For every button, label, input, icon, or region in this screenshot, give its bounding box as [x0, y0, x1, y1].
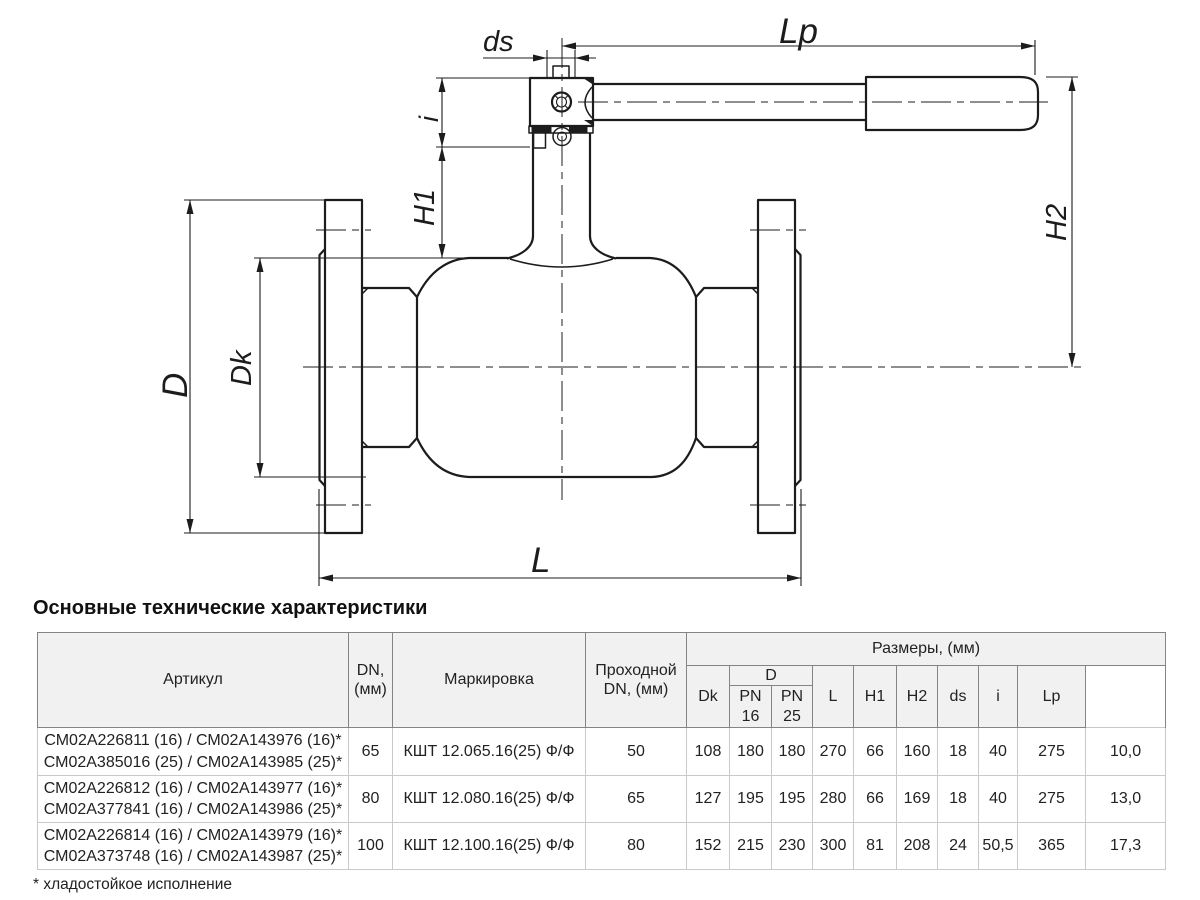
cell-bore: 65 [586, 776, 687, 823]
col-header-marking: Маркировка [393, 633, 586, 728]
handle-head-wedge [583, 78, 593, 85]
handle-assembly [529, 66, 1038, 148]
dim-label-h1: H1 [409, 188, 441, 226]
lock-plate-segment [569, 127, 588, 133]
cell-dk: 127 [687, 776, 730, 823]
cell-mass: 17,3 [1086, 823, 1166, 870]
cell-article [38, 728, 349, 776]
cell-h1: 66 [854, 776, 897, 823]
cell-dn: 65 [349, 728, 393, 776]
dim-label-i: i [414, 116, 444, 122]
dim-label-dk: Dk [226, 350, 258, 386]
col-header-ds: ds [938, 666, 979, 728]
table-row [38, 776, 1166, 823]
dimension-h2 [1041, 77, 1078, 367]
stem-nut [553, 66, 569, 78]
section-title: Основные технические характеристики [33, 597, 428, 619]
centerlines [303, 38, 1082, 505]
cell-h1: 66 [854, 728, 897, 776]
barrel-top-left [417, 258, 508, 297]
cell-mass: 13,0 [1086, 776, 1166, 823]
dim-label-h2: H2 [1041, 203, 1073, 241]
cell-h2: 160 [897, 728, 938, 776]
col-header-article: Артикул [38, 633, 349, 728]
table-row [38, 728, 1166, 776]
handle-grip [866, 77, 1038, 130]
cell-lp: 365 [1018, 823, 1086, 870]
cell-ds: 18 [938, 728, 979, 776]
table-row [38, 823, 1166, 870]
dimension-l [319, 489, 801, 586]
cell-h2: 208 [897, 823, 938, 870]
cell-i: 40 [979, 728, 1018, 776]
cell-lp: 275 [1018, 776, 1086, 823]
cell-ds: 24 [938, 823, 979, 870]
cell-marking: КШТ 12.080.16(25) Ф/Ф [393, 776, 586, 823]
neck-left-edge [507, 133, 533, 259]
article-line: СМ02А373748 (16) / СМ02А143987 (25)* [43, 848, 343, 866]
dimension-ds [483, 26, 596, 77]
article-line: СМ02А226814 (16) / СМ02А143979 (16)* [43, 826, 343, 844]
cell-ds: 18 [938, 776, 979, 823]
col-header-dn: DN, (мм) [349, 633, 393, 728]
cell-pn25: 180 [772, 728, 813, 776]
cell-bore: 50 [586, 728, 687, 776]
cell-dn: 80 [349, 776, 393, 823]
cell-mass: 10,0 [1086, 728, 1166, 776]
cell-marking: КШТ 12.100.16(25) Ф/Ф [393, 823, 586, 870]
col-header-dimensions: Размеры, (мм) [687, 633, 1166, 666]
cell-l: 270 [813, 728, 854, 776]
cell-l: 300 [813, 823, 854, 870]
barrel-top-right [616, 258, 696, 297]
cell-pn16: 215 [730, 823, 772, 870]
cell-pn25: 230 [772, 823, 813, 870]
col-header-i: i [979, 666, 1018, 728]
col-header-d-group: D [730, 666, 813, 686]
cell-h2: 169 [897, 776, 938, 823]
valve-body [320, 133, 801, 533]
col-header-bore: Проходной DN, (мм) [586, 633, 687, 728]
cell-pn16: 195 [730, 776, 772, 823]
col-header-l: L [813, 666, 854, 728]
cell-pn16: 180 [730, 728, 772, 776]
cell-i: 50,5 [979, 823, 1018, 870]
cell-l: 280 [813, 776, 854, 823]
col-header-lp: Lp [1018, 666, 1086, 728]
footnote: * хладостойкое исполнение [33, 876, 233, 893]
col-header-pn25: PN 25 [772, 686, 813, 728]
cell-dk: 108 [687, 728, 730, 776]
article-line: СМ02А226812 (16) / СМ02А143977 (16)* [43, 779, 343, 797]
cell-bore: 80 [586, 823, 687, 870]
cell-article [38, 823, 349, 870]
cell-h1: 81 [854, 823, 897, 870]
dim-label-ds: ds [483, 26, 514, 58]
cell-pn25: 195 [772, 776, 813, 823]
col-header-dk: Dk [687, 666, 730, 728]
dim-label-lp: Lp [779, 12, 818, 51]
cell-dk: 152 [687, 823, 730, 870]
dimension-h1 [409, 147, 446, 258]
article-line: СМ02А385016 (25) / СМ02А143985 (25)* [43, 753, 343, 771]
cell-i: 40 [979, 776, 1018, 823]
article-line: СМ02А377841 (16) / СМ02А143986 (25)* [43, 801, 343, 819]
cell-lp: 275 [1018, 728, 1086, 776]
dim-label-d: D [156, 372, 195, 398]
cell-article [38, 776, 349, 823]
neck-right-edge [590, 133, 616, 259]
specs-table [37, 632, 1166, 870]
col-header-h2: H2 [897, 666, 938, 728]
barrel-bottom [417, 438, 696, 477]
dimension-lp [562, 12, 1035, 75]
col-header-h1: H1 [854, 666, 897, 728]
col-header-pn16: PN 16 [730, 686, 772, 728]
cell-dn: 100 [349, 823, 393, 870]
dim-label-l: L [531, 541, 551, 580]
article-line: СМ02А226811 (16) / СМ02А143976 (16)* [44, 732, 342, 750]
dimension-i [414, 78, 530, 147]
cell-marking: КШТ 12.065.16(25) Ф/Ф [393, 728, 586, 776]
